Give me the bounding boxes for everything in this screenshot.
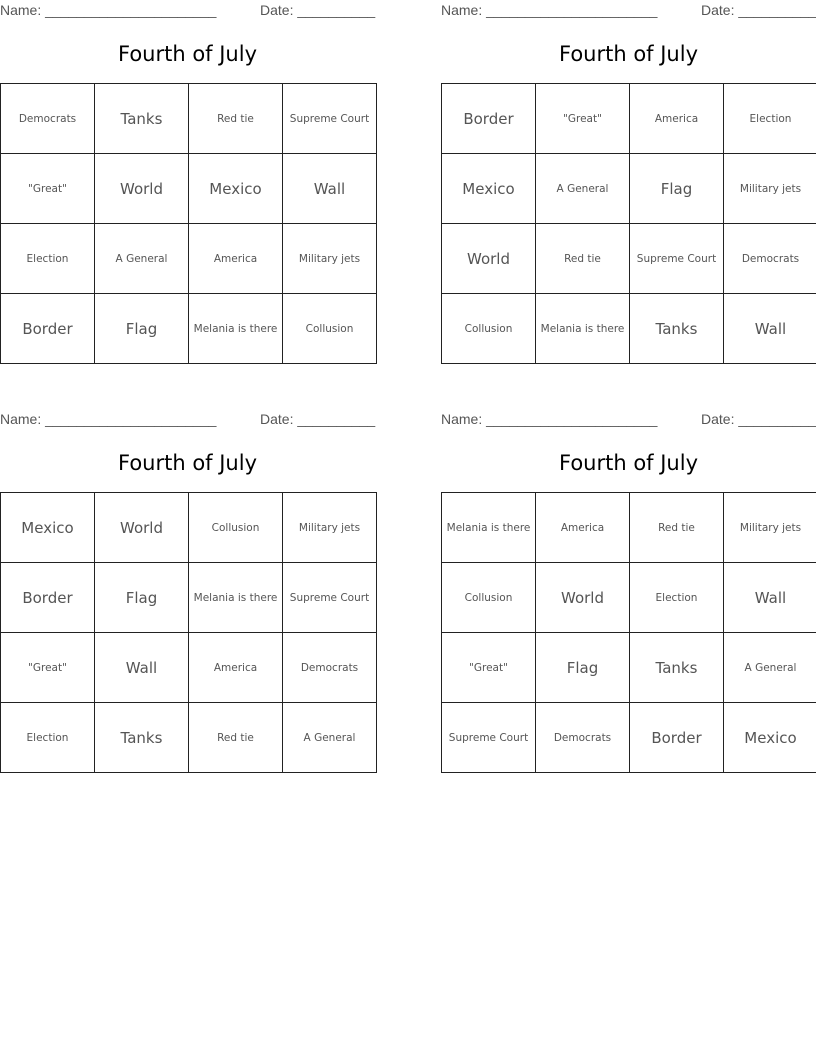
grid-cell: America	[189, 633, 283, 703]
grid-cell: Border	[630, 703, 724, 773]
grid-cell: A General	[724, 633, 816, 703]
grid-cell: Mexico	[442, 154, 536, 224]
grid-cell: Flag	[95, 294, 189, 364]
bingo-card	[441, 409, 816, 782]
grid-cell: Mexico	[1, 493, 95, 563]
grid-cell: Democrats	[536, 703, 630, 773]
grid-row	[442, 294, 816, 364]
grid-row	[442, 633, 816, 703]
grid-cell: Wall	[95, 633, 189, 703]
grid-cell: A General	[95, 224, 189, 294]
grid-cell: Wall	[724, 294, 816, 364]
grid-cell: Military jets	[283, 493, 377, 563]
grid-cell: Melania is there	[189, 294, 283, 364]
grid-cell: Tanks	[95, 84, 189, 154]
grid-cell: Mexico	[724, 703, 816, 773]
bingo-card	[441, 0, 816, 373]
grid-row	[442, 224, 816, 294]
grid-cell: Military jets	[724, 154, 816, 224]
grid-cell: Border	[1, 563, 95, 633]
date-field-label: Date: __________	[701, 2, 816, 18]
grid-cell: World	[536, 563, 630, 633]
grid-cell: Wall	[724, 563, 816, 633]
name-field-label: Name: ______________________	[441, 411, 658, 427]
grid-cell: Election	[1, 703, 95, 773]
grid-row	[1, 154, 377, 224]
grid-cell: Collusion	[442, 294, 536, 364]
name-field-label: Name: ______________________	[0, 411, 217, 427]
grid-cell: America	[536, 493, 630, 563]
card-title: Fourth of July	[117, 42, 258, 66]
grid-cell: Collusion	[442, 563, 536, 633]
grid-cell: Red tie	[630, 493, 724, 563]
grid-cell: Wall	[283, 154, 377, 224]
bingo-card	[0, 409, 375, 782]
grid-cell: A General	[536, 154, 630, 224]
grid-cell: Election	[724, 84, 816, 154]
grid-cell: Red tie	[536, 224, 630, 294]
card-title: Fourth of July	[558, 42, 699, 66]
grid-cell: World	[442, 224, 536, 294]
grid-row	[442, 84, 816, 154]
grid-cell: Election	[630, 563, 724, 633]
grid-cell: World	[95, 493, 189, 563]
grid-row	[1, 294, 377, 364]
grid-cell: "Great"	[1, 633, 95, 703]
bingo-grid	[0, 492, 377, 773]
grid-cell: "Great"	[536, 84, 630, 154]
grid-cell: Democrats	[724, 224, 816, 294]
bingo-card	[0, 0, 375, 373]
name-field-label: Name: ______________________	[0, 2, 217, 18]
grid-cell: Flag	[95, 563, 189, 633]
grid-cell: America	[189, 224, 283, 294]
grid-cell: Tanks	[630, 294, 724, 364]
date-field-label: Date: __________	[260, 411, 376, 427]
grid-cell: Melania is there	[536, 294, 630, 364]
bingo-grid	[0, 83, 377, 364]
grid-cell: Border	[442, 84, 536, 154]
bingo-grid	[441, 492, 816, 773]
grid-cell: Melania is there	[442, 493, 536, 563]
grid-row	[1, 703, 377, 773]
grid-cell: Military jets	[724, 493, 816, 563]
grid-cell: Red tie	[189, 703, 283, 773]
grid-row	[1, 633, 377, 703]
grid-cell: Democrats	[1, 84, 95, 154]
grid-cell: Border	[1, 294, 95, 364]
grid-cell: Collusion	[189, 493, 283, 563]
card-title: Fourth of July	[558, 451, 699, 475]
grid-cell: "Great"	[442, 633, 536, 703]
grid-cell: Red tie	[189, 84, 283, 154]
grid-cell: Flag	[630, 154, 724, 224]
grid-row	[1, 493, 377, 563]
grid-cell: Military jets	[283, 224, 377, 294]
grid-row	[1, 84, 377, 154]
grid-row	[442, 563, 816, 633]
grid-cell: Melania is there	[189, 563, 283, 633]
grid-row	[442, 493, 816, 563]
grid-row	[1, 563, 377, 633]
grid-cell: "Great"	[1, 154, 95, 224]
grid-cell: Supreme Court	[442, 703, 536, 773]
grid-cell: America	[630, 84, 724, 154]
bingo-grid	[441, 83, 816, 364]
grid-cell: Collusion	[283, 294, 377, 364]
grid-cell: Supreme Court	[283, 84, 377, 154]
grid-cell: Supreme Court	[630, 224, 724, 294]
grid-cell: World	[95, 154, 189, 224]
grid-cell: Mexico	[189, 154, 283, 224]
grid-row	[1, 224, 377, 294]
grid-cell: Tanks	[630, 633, 724, 703]
grid-cell: Election	[1, 224, 95, 294]
card-title: Fourth of July	[117, 451, 258, 475]
grid-cell: Supreme Court	[283, 563, 377, 633]
date-field-label: Date: __________	[260, 2, 376, 18]
grid-row	[442, 703, 816, 773]
grid-cell: Tanks	[95, 703, 189, 773]
grid-cell: Democrats	[283, 633, 377, 703]
grid-row	[442, 154, 816, 224]
name-field-label: Name: ______________________	[441, 2, 658, 18]
grid-cell: Flag	[536, 633, 630, 703]
date-field-label: Date: __________	[701, 411, 816, 427]
grid-cell: A General	[283, 703, 377, 773]
